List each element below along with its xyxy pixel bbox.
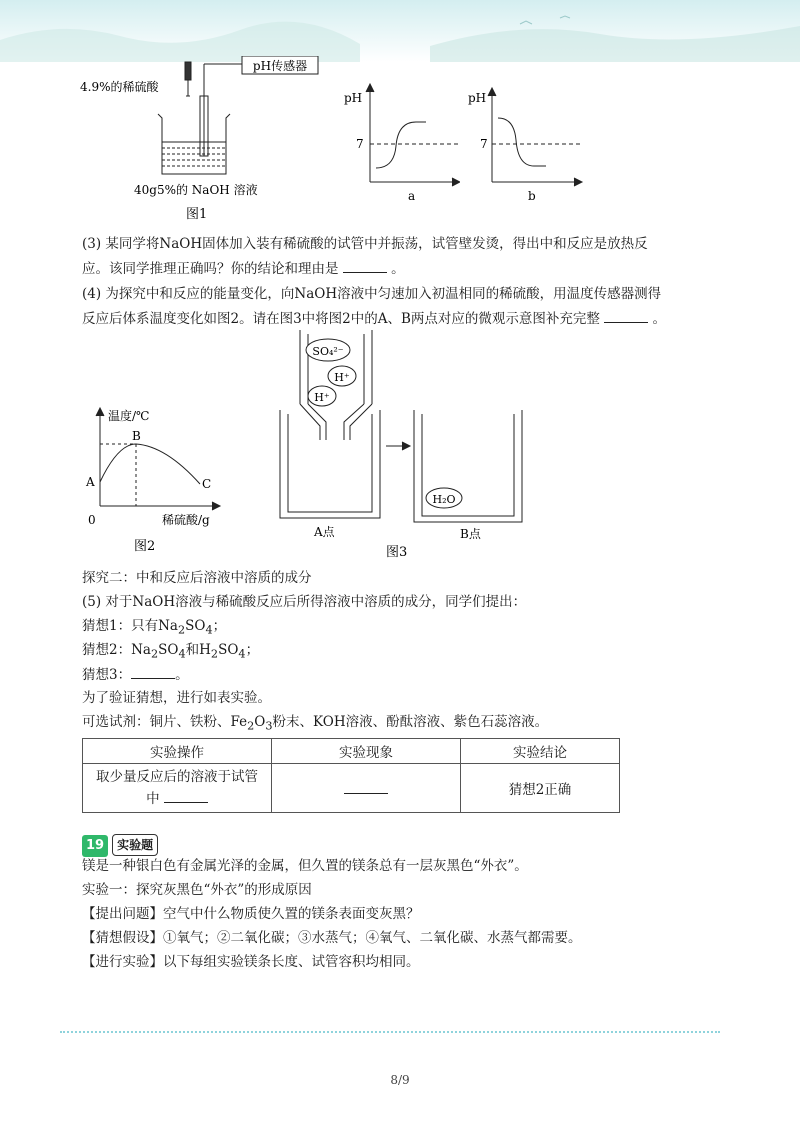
guess-2: 猜想2：$Na_2SO_4$和$H_2SO_4$； (82, 642, 260, 661)
table-header-phenomenon: 实验现象 (272, 739, 461, 764)
experiment-table (82, 738, 620, 813)
page-number: 8/9 (390, 1073, 410, 1087)
table-cell-phenomenon (272, 764, 461, 813)
q19-exp1: 实验一：探究灰黑色“外衣”的形成原因 (82, 882, 312, 898)
ion-so4-label: SO₄²⁻ (312, 345, 344, 358)
q3-answer-blank[interactable] (343, 258, 387, 273)
dropper-icon (185, 62, 191, 96)
operation-blank[interactable] (164, 788, 208, 803)
graph-a (366, 84, 460, 186)
table-row (83, 764, 620, 813)
figure-3-caption: 图3 (386, 545, 408, 560)
q4-line2-text: 反应后体系温度变化如图2。请在图3中将图2中的A、B两点对应的微观示意图补充完整 (82, 311, 600, 327)
q19-experiment: 【进行实验】以下每组实验镁条长度、试管容积均相同。 (82, 954, 420, 970)
question-number-badge: 19 (82, 835, 108, 857)
table-header-operation: 实验操作 (83, 739, 272, 764)
q4-answer-blank[interactable] (604, 308, 648, 323)
q19-intro: 镁是一种银白色有金属光泽的金属，但久置的镁条总有一层灰黑色“外衣”。 (82, 858, 528, 874)
q19-question: 【提出问题】空气中什么物质使久置的镁条表面变灰黑？ (82, 906, 420, 922)
ion-h-1-label: H⁺ (334, 371, 350, 384)
beaker-label: 40g5%的 NaOH 溶液 (134, 183, 258, 197)
fig2-point-c: C (202, 477, 212, 491)
reagents-text: 可选试剂：铜片、铁粉、$Fe_2O_3$粉末、KOH溶液、酚酞溶液、紫色石蕊溶液。 (82, 714, 549, 733)
footer-divider (60, 1031, 720, 1033)
sensor-label: pH传感器 (252, 59, 308, 73)
table-cell-conclusion: 猜想2正确 (461, 764, 620, 813)
beaker-icon (158, 114, 230, 174)
fig2-xlabel: 稀硫酸/g (162, 513, 210, 527)
q3-line2-end: 。 (391, 261, 405, 277)
verify-text: 为了验证猜想，进行如表实验。 (82, 690, 271, 706)
phenomenon-blank[interactable] (344, 779, 388, 794)
figure-2-caption: 图2 (134, 539, 156, 554)
q4-line2-end: 。 (652, 311, 667, 327)
graph-b (462, 84, 592, 204)
q19-header (82, 834, 158, 857)
figure-3 (276, 330, 532, 560)
guess-1: 猜想1：只有$Na_2SO_4$； (82, 618, 227, 637)
q19-hypothesis: 【猜想假设】①氧气；②二氧化碳；③水蒸气；④氧气、二氧化碳、水蒸气都需要。 (82, 930, 582, 946)
guess-3-blank[interactable] (131, 664, 175, 679)
water-label: H₂O (432, 493, 456, 506)
graph-a-seven: 7 (356, 137, 364, 151)
q3-line1: (3) 某同学将NaOH固体加入装有稀硫酸的试管中并振荡，试管壁发烫，得出中和反应是放热反 (82, 236, 648, 252)
fig2-origin: 0 (88, 513, 96, 527)
fig2-point-a: A (86, 475, 95, 489)
question-type-badge: 实验题 (112, 834, 158, 856)
graph-b-ylabel: pH (468, 91, 487, 105)
q4-line2 (82, 308, 666, 329)
graph-a-xlabel: a (408, 189, 416, 203)
acid-label: 4.9%的稀硫酸 (80, 80, 159, 94)
q4-line1: (4) 为探究中和反应的能量变化，向NaOH溶液中匀速加入初温相同的稀硫酸，用温度传感器测得 (82, 286, 662, 302)
fig3-label-a: A点 (314, 525, 335, 539)
fig3-label-b: B点 (460, 527, 481, 541)
q5-text: (5) 对于NaOH溶液与稀硫酸反应后所得溶液中溶质的成分，同学们提出： (82, 594, 527, 610)
table-header-conclusion: 实验结论 (461, 739, 620, 764)
ion-h-2-label: H⁺ (314, 391, 330, 404)
fig2-point-b: B (132, 429, 141, 443)
figure-1 (80, 56, 460, 228)
q3-line2-text: 应。该同学推理正确吗？你的结论和理由是 (82, 261, 339, 277)
table-cell-operation: 取少量反应后的溶液于试管 中 (83, 764, 272, 813)
header-decoration (0, 0, 800, 62)
guess-3: 猜想3： 。 (82, 664, 189, 685)
figure-2 (80, 404, 230, 556)
temperature-curve (100, 444, 200, 484)
graph-a-ylabel: pH (344, 91, 363, 105)
graph-b-xlabel: b (528, 189, 536, 203)
q3-line2 (82, 258, 405, 279)
graph-b-seven: 7 (480, 137, 488, 151)
fig2-ylabel: 温度/℃ (108, 409, 150, 423)
explore-two-heading: 探究二：中和反应后溶液中溶质的成分 (82, 570, 312, 586)
figure-1-caption: 图1 (186, 207, 208, 222)
